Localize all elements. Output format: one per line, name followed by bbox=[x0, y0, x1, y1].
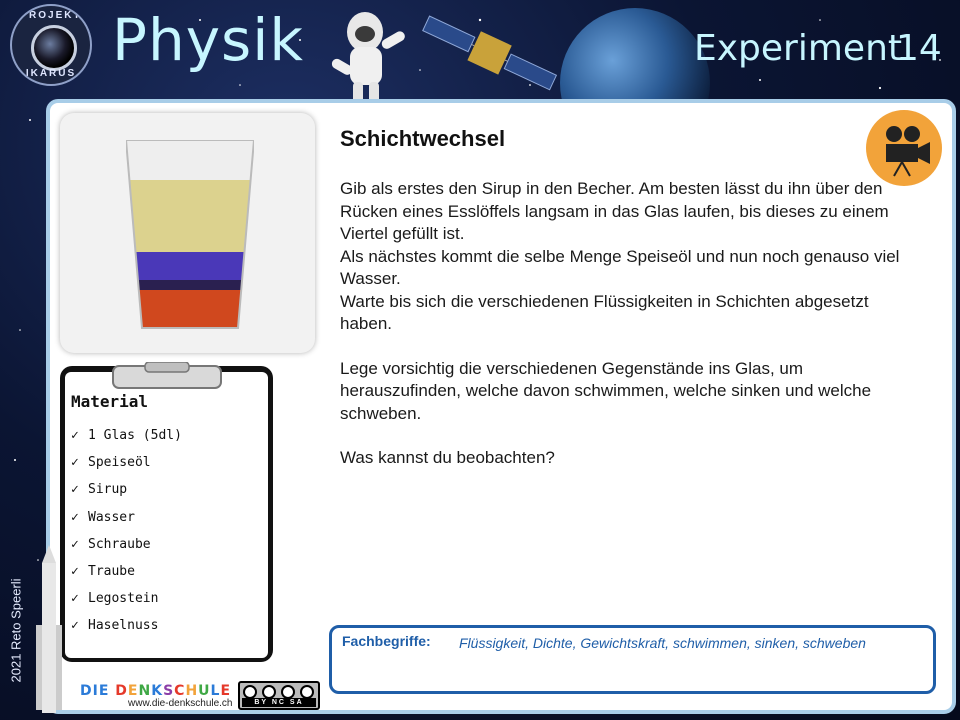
material-title: Material bbox=[71, 392, 149, 411]
license-tags: BY NC SA bbox=[242, 698, 316, 707]
material-item: Haselnuss bbox=[88, 618, 159, 634]
list-item bbox=[71, 479, 182, 506]
experiment-label: Experiment bbox=[694, 28, 903, 69]
experiment-instructions bbox=[340, 178, 900, 470]
terms-label: Fachbegriffe: bbox=[342, 633, 431, 649]
nc-icon bbox=[281, 685, 295, 699]
brand-logo: DIE DENKSCHULE bbox=[80, 683, 232, 699]
experiment-photo bbox=[60, 113, 315, 353]
material-item: Sirup bbox=[88, 482, 128, 498]
clipboard-clip-icon bbox=[111, 362, 223, 392]
list-item bbox=[71, 507, 182, 534]
material-item: Wasser bbox=[88, 509, 135, 525]
by-icon bbox=[262, 685, 276, 699]
list-item bbox=[71, 615, 182, 642]
material-list bbox=[71, 425, 182, 643]
list-item bbox=[71, 588, 182, 615]
material-item: Speiseöl bbox=[88, 455, 151, 471]
author-credit: 2021 Reto Speerli bbox=[8, 578, 24, 683]
layered-cup-image bbox=[126, 140, 254, 330]
check-icon: ✓ bbox=[71, 455, 79, 471]
check-icon: ✓ bbox=[71, 482, 79, 498]
experiment-title: Schichtwechsel bbox=[340, 126, 506, 151]
material-item: Schraube bbox=[88, 536, 151, 552]
logo-top-text: PROJEKT bbox=[20, 10, 82, 21]
camera-lens-icon bbox=[31, 25, 77, 71]
film-camera-icon bbox=[866, 110, 942, 186]
list-item bbox=[71, 452, 182, 479]
check-icon: ✓ bbox=[71, 591, 79, 607]
terms-value: Flüssigkeit, Dichte, Gewichtskraft, schwimmen, sinken, schweben bbox=[459, 635, 866, 651]
brand-url: www.die-denkschule.ch bbox=[128, 698, 233, 709]
check-icon: ✓ bbox=[71, 509, 79, 525]
instruction-paragraph: Warte bis sich die verschiedenen Flüssigkeiten in Schichten abgesetzt haben. bbox=[340, 291, 869, 333]
experiment-number: 14 bbox=[896, 28, 942, 69]
sa-icon bbox=[300, 685, 314, 699]
subject-title: Physik bbox=[112, 6, 304, 74]
check-icon: ✓ bbox=[71, 618, 79, 634]
material-item: Legostein bbox=[88, 591, 159, 607]
instruction-paragraph: Lege vorsichtig die verschiedenen Gegenstände ins Glas, um herauszufinden, welche davon schwimmen, welche sinken und welche schweben. bbox=[340, 358, 872, 423]
cc-license-badge bbox=[238, 681, 320, 710]
material-item: Traube bbox=[88, 563, 135, 579]
instruction-paragraph: Was kannst du beobachten? bbox=[340, 448, 555, 467]
rocket-image bbox=[34, 545, 64, 720]
list-item bbox=[71, 561, 182, 588]
instruction-paragraph: Gib als erstes den Sirup in den Becher. Am besten lässt du ihn über den Rücken eines Esslöffels langsam in das Glas laufen, bis dieses zu einem Viertel gefüllt ist. bbox=[340, 179, 889, 243]
material-item: 1 Glas (5dl) bbox=[88, 428, 182, 443]
instruction-paragraph: Als nächstes kommt die selbe Menge Speiseöl und nun noch genauso viel Wasser. bbox=[340, 246, 900, 288]
astronaut-image bbox=[325, 2, 415, 114]
list-item bbox=[71, 534, 182, 561]
check-icon: ✓ bbox=[71, 428, 79, 443]
logo-bottom-text: IKARUS bbox=[25, 68, 77, 79]
terms-box bbox=[329, 625, 936, 694]
cc-icon bbox=[243, 685, 257, 699]
projekt-ikarus-logo bbox=[10, 4, 92, 86]
check-icon: ✓ bbox=[71, 536, 79, 552]
satellite-image bbox=[415, 5, 565, 100]
list-item bbox=[71, 425, 182, 452]
check-icon: ✓ bbox=[71, 563, 79, 579]
